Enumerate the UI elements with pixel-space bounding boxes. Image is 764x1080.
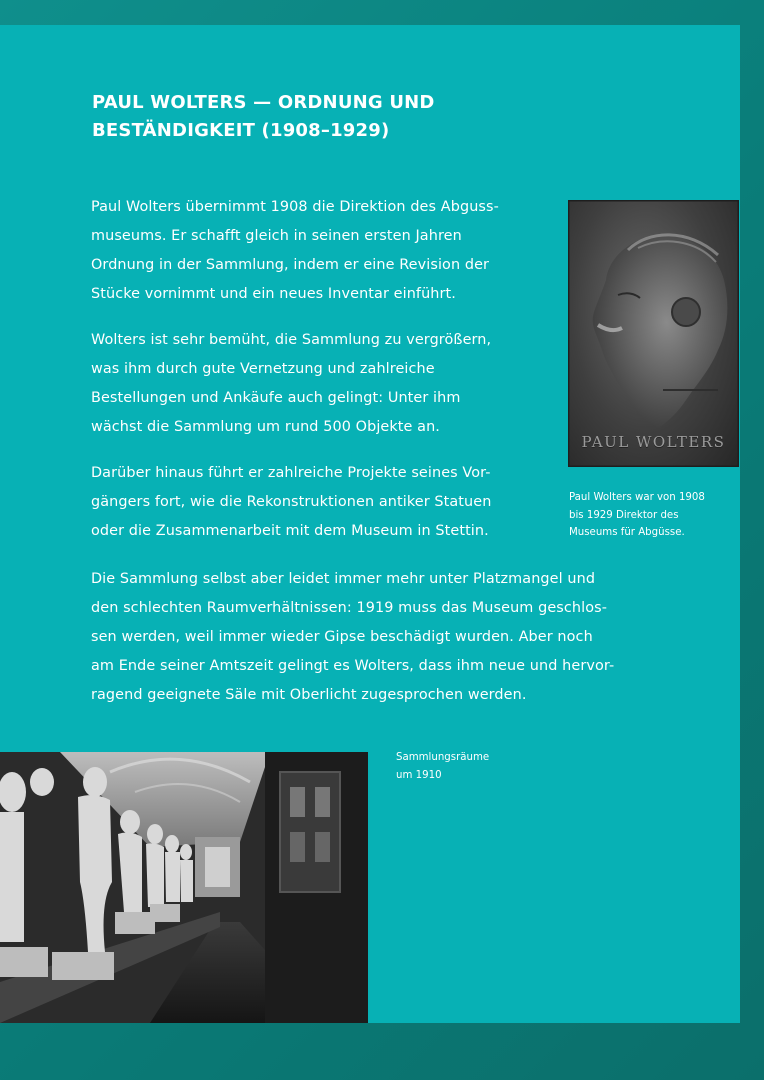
text-line: gängers fort, wie die Rekonstruktionen antiker Statuen (91, 494, 492, 510)
portrait-caption (569, 489, 705, 542)
text-line: Ordnung in der Sammlung, indem er eine Revision der (91, 257, 490, 273)
text-line: museums. Er schafft gleich in seinen ersten Jahren (91, 228, 462, 244)
collection-rooms-photo (0, 752, 368, 1023)
text-line: am Ende seiner Amtszeit gelingt es Wolters, dass ihm neue und hervor- (91, 658, 615, 674)
caption-line: um 1910 (396, 769, 442, 781)
text-line: Die Sammlung selbst aber leidet immer mehr unter Platzmangel und (91, 571, 596, 587)
text-line: Stücke vornimmt und ein neues Inventar einführt. (91, 286, 456, 302)
paragraph-projects (91, 459, 491, 546)
collection-rooms-drawing (0, 752, 368, 1023)
paragraph-intro (91, 193, 499, 309)
text-line: Darüber hinaus führt er zahlreiche Projekte seines Vor- (91, 465, 491, 481)
text-line: was ihm durch gute Vernetzung und zahlreiche (91, 361, 435, 377)
portrait-relief-image (568, 200, 739, 467)
paragraph-space-problems (91, 565, 614, 710)
text-line: Bestellungen und Ankäufe auch gelingt: Unter ihm (91, 390, 461, 406)
text-line: sen werden, weil immer wieder Gipse beschädigt wurden. Aber noch (91, 629, 593, 645)
caption-line: bis 1929 Direktor des (569, 509, 679, 521)
text-line: oder die Zusammenarbeit mit dem Museum in Stettin. (91, 523, 489, 539)
paragraph-collection-growth (91, 326, 491, 442)
text-line: Wolters ist sehr bemüht, die Sammlung zu vergrößern, (91, 332, 492, 348)
text-line: wächst die Sammlung um rund 500 Objekte an. (91, 419, 440, 435)
caption-line: Sammlungsräume (396, 752, 490, 763)
portrait-relief-drawing (568, 200, 739, 467)
portrait-inscription: PAUL WOLTERS (581, 433, 726, 451)
caption-line: Paul Wolters war von 1908 (569, 492, 705, 503)
photo-caption (396, 749, 489, 784)
page-title: PAUL WOLTERS — ORDNUNG UND BESTÄNDIGKEIT (1908–1929) (92, 92, 435, 141)
text-line: Paul Wolters übernimmt 1908 die Direktion des Abguss- (91, 199, 499, 215)
caption-line: Museums für Abgüsse. (569, 527, 685, 538)
text-line: ragend geeignete Säle mit Oberlicht zugesprochen werden. (91, 687, 527, 703)
text-line: den schlechten Raumverhältnissen: 1919 muss das Museum geschlos- (91, 600, 607, 616)
